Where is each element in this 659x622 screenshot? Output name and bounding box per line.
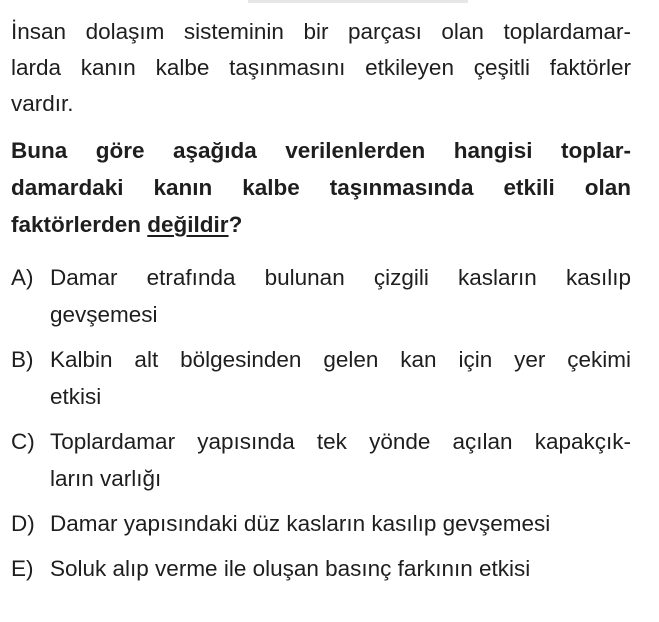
option-text (50, 505, 631, 542)
option-text (50, 550, 631, 587)
question-mark: ? (228, 212, 243, 237)
option-line: ların varlığı (50, 466, 162, 491)
option-letter: D) (11, 511, 35, 536)
option-line: Damar yapısındaki düz kasların kasılıp gevşemesi (50, 511, 551, 536)
option-d[interactable] (11, 505, 631, 542)
intro-line: larda kanın kalbe taşınmasını etkileyen çeşitli faktörler (11, 55, 631, 80)
option-line: gevşemesi (50, 302, 158, 327)
prompt-line: damardaki kanın kalbe taşınmasında etkili olan (11, 175, 631, 200)
option-letter: A) (11, 265, 34, 290)
option-text (50, 259, 631, 333)
prompt-line (11, 206, 631, 243)
option-c[interactable] (11, 423, 631, 497)
option-line: Toplardamar yapısında tek yönde açılan kapakçık- (50, 429, 631, 454)
negation-word: değildir (147, 212, 229, 237)
question-block (11, 14, 631, 595)
intro-line: vardır. (11, 91, 74, 116)
option-text (50, 341, 631, 415)
option-line: Kalbin alt bölgesinden gelen kan için yer çekimi (50, 347, 631, 372)
option-text (50, 423, 631, 497)
option-line: Damar etrafında bulunan çizgili kasların kasılıp (50, 265, 631, 290)
intro-line: İnsan dolaşım sisteminin bir parçası olan toplardamar- (11, 19, 631, 44)
option-b[interactable] (11, 341, 631, 415)
top-divider (248, 0, 468, 3)
answer-options (11, 259, 631, 587)
question-prompt (11, 132, 631, 243)
option-line: Soluk alıp verme ile oluşan basınç farkının etkisi (50, 556, 531, 581)
option-letter: E) (11, 556, 34, 581)
prompt-line: Buna göre aşağıda verilenlerden hangisi toplar- (11, 138, 631, 163)
prompt-text: faktörlerden (11, 212, 148, 237)
question-intro (11, 14, 631, 122)
option-letter: B) (11, 347, 34, 372)
option-e[interactable] (11, 550, 631, 587)
option-letter: C) (11, 429, 35, 454)
option-line: etkisi (50, 384, 102, 409)
option-a[interactable] (11, 259, 631, 333)
